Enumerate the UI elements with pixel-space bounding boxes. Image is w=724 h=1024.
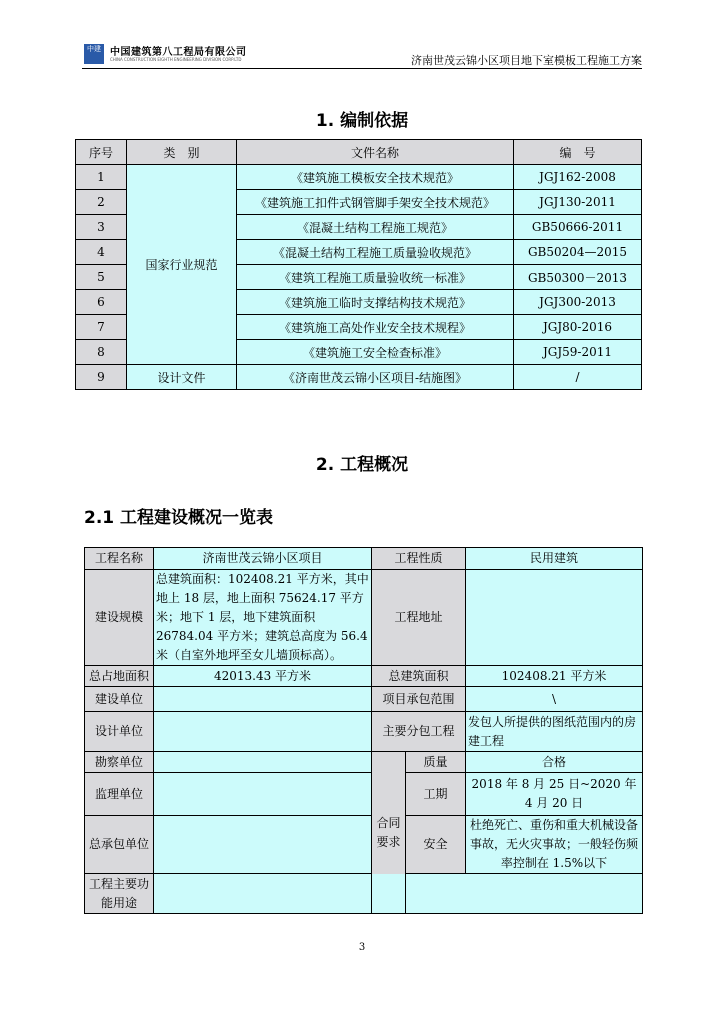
value-nature: 民用建筑 xyxy=(466,548,643,570)
doc-name: 《建筑工程施工质量验收统一标准》 xyxy=(237,265,514,290)
label-period: 工期 xyxy=(406,773,466,816)
table-row xyxy=(85,666,643,687)
value-supervisor xyxy=(154,773,372,816)
company-name: 中国建筑第八工程局有限公司 xyxy=(110,47,247,58)
row-no: 1 xyxy=(76,165,127,190)
col-header-code: 编 号 xyxy=(514,140,642,165)
row-no: 3 xyxy=(76,215,127,240)
label-nature: 工程性质 xyxy=(372,548,466,570)
table-row xyxy=(85,773,643,816)
table-row xyxy=(85,712,643,752)
doc-name: 《混凝土结构工程施工质量验收规范》 xyxy=(237,240,514,265)
section-2-1-heading: 2.1 工程建设概况一览表 xyxy=(84,508,274,528)
label-supervisor: 监理单位 xyxy=(85,773,154,816)
doc-name: 《建筑施工高处作业安全技术规程》 xyxy=(237,315,514,340)
table-row xyxy=(85,687,643,712)
category-national: 国家行业规范 xyxy=(127,165,237,365)
value-owner xyxy=(154,687,372,712)
doc-name: 《建筑施工安全检查标准》 xyxy=(237,340,514,365)
doc-name: 《建筑施工模板安全技术规范》 xyxy=(237,165,514,190)
table-row xyxy=(85,816,643,874)
logo-text: 中建 xyxy=(87,45,101,53)
label-gc: 总承包单位 xyxy=(85,816,154,874)
label-site-area: 总占地面积 xyxy=(85,666,154,687)
doc-code: / xyxy=(514,365,642,390)
label-scale: 建设规模 xyxy=(85,570,154,666)
value-project-name: 济南世茂云锦小区项目 xyxy=(154,548,372,570)
section-2-heading: 2. 工程概况 xyxy=(315,455,409,475)
table-row xyxy=(76,365,642,390)
doc-name: 《济南世茂云锦小区项目-结施图》 xyxy=(237,365,514,390)
header-divider xyxy=(82,68,642,69)
category-design: 设计文件 xyxy=(127,365,237,390)
company-name-en: CHINA CONSTRUCTION EIGHTH ENGINEERING DIVISION CORP.LTD xyxy=(110,57,242,62)
row-no: 9 xyxy=(76,365,127,390)
value-subcontract: 发包人所提供的图纸范围内的房建工程 xyxy=(466,712,643,752)
company-logo-icon xyxy=(84,44,104,64)
doc-code: JGJ59-2011 xyxy=(514,340,642,365)
value-total-area: 102408.21 平方米 xyxy=(466,666,643,687)
doc-name: 《建筑施工扣件式钢管脚手架安全技术规范》 xyxy=(237,190,514,215)
col-header-no: 序号 xyxy=(76,140,127,165)
label-project-name: 工程名称 xyxy=(85,548,154,570)
value-survey xyxy=(154,752,372,773)
table-row xyxy=(76,165,642,190)
section-1-heading: 1. 编制依据 xyxy=(315,111,409,131)
label-designer: 设计单位 xyxy=(85,712,154,752)
basis-table xyxy=(75,139,642,390)
col-header-category: 类 别 xyxy=(127,140,237,165)
label-subcontract: 主要分包工程 xyxy=(372,712,466,752)
value-use xyxy=(154,874,643,914)
doc-code: GB50204—2015 xyxy=(514,240,642,265)
row-no: 2 xyxy=(76,190,127,215)
row-no: 4 xyxy=(76,240,127,265)
row-no: 6 xyxy=(76,290,127,315)
value-period: 2018 年 8 月 25 日~2020 年 4 月 20 日 xyxy=(466,773,643,816)
basis-table-header xyxy=(76,140,642,165)
label-survey: 勘察单位 xyxy=(85,752,154,773)
doc-code: GB50300－2013 xyxy=(514,265,642,290)
doc-code: JGJ162-2008 xyxy=(514,165,642,190)
label-use: 工程主要功能用途 xyxy=(85,874,154,914)
col-header-name: 文件名称 xyxy=(237,140,514,165)
page-header xyxy=(82,42,642,68)
doc-code: JGJ300-2013 xyxy=(514,290,642,315)
document-title: 济南世茂云锦小区项目地下室模板工程施工方案 xyxy=(411,54,642,67)
value-scope: \ xyxy=(466,687,643,712)
table-row xyxy=(85,570,643,666)
label-safety: 安全 xyxy=(406,816,466,874)
row-no: 8 xyxy=(76,340,127,365)
table-row xyxy=(85,752,643,773)
doc-code: JGJ80-2016 xyxy=(514,315,642,340)
label-owner: 建设单位 xyxy=(85,687,154,712)
value-address xyxy=(466,570,643,666)
doc-name: 《混凝土结构工程施工规范》 xyxy=(237,215,514,240)
value-safety: 杜绝死亡、重伤和重大机械设备事故，无火灾事故；一般轻伤频率控制在 1.5%以下 xyxy=(466,816,643,874)
value-quality: 合格 xyxy=(466,752,643,773)
overview-table xyxy=(84,547,643,914)
page-number: 3 xyxy=(358,942,366,953)
label-contract: 合同要求 xyxy=(372,752,406,914)
table-row xyxy=(85,548,643,570)
label-address: 工程地址 xyxy=(372,570,466,666)
value-site-area: 42013.43 平方米 xyxy=(154,666,372,687)
table-row xyxy=(85,874,643,914)
doc-name: 《建筑施工临时支撑结构技术规范》 xyxy=(237,290,514,315)
value-designer xyxy=(154,712,372,752)
doc-code: GB50666-2011 xyxy=(514,215,642,240)
row-no: 7 xyxy=(76,315,127,340)
label-scope: 项目承包范围 xyxy=(372,687,466,712)
value-scale: 总建筑面积：102408.21 平方米，其中地上 18 层，地上面积 75624.17 平方米；地下 1 层，地下建筑面积 26784.04 平方米；建筑总高度为 56.4 米（自室外地坪至女儿墙顶标高）。 xyxy=(154,570,372,666)
label-total-area: 总建筑面积 xyxy=(372,666,466,687)
value-gc xyxy=(154,816,372,874)
doc-code: JGJ130-2011 xyxy=(514,190,642,215)
label-quality: 质量 xyxy=(406,752,466,773)
row-no: 5 xyxy=(76,265,127,290)
